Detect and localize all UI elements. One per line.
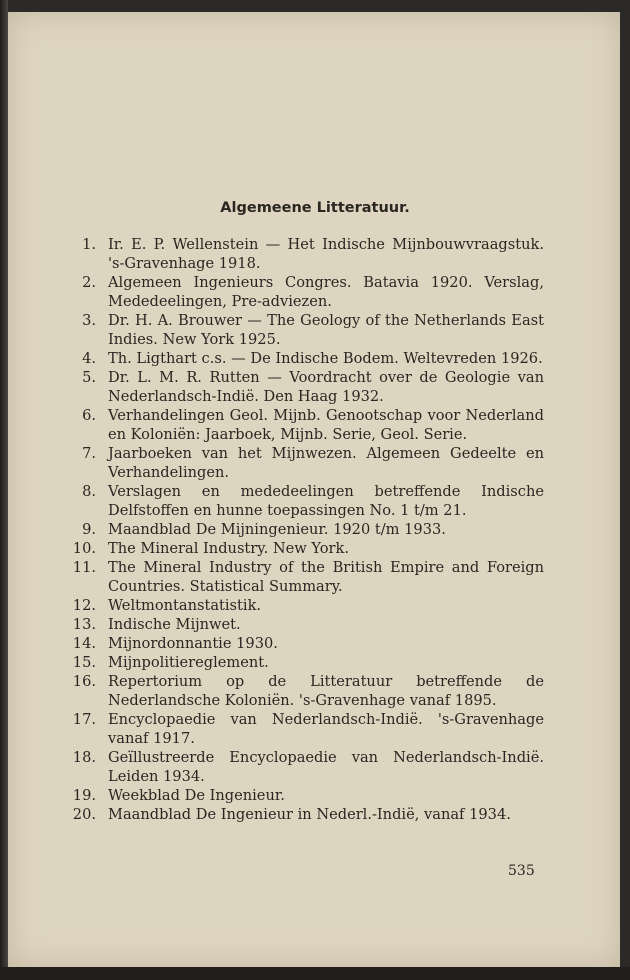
list-item <box>0 558 630 596</box>
item-text: The Mineral Industry of the British Empire and Foreign Countries. Statistical Summary. <box>108 559 544 595</box>
item-text: Ir. E. P. Wellenstein — Het Indische Mijnbouwvraagstuk. 's-Gravenhage 1918. <box>108 236 544 272</box>
item-number: 11. <box>72 559 96 576</box>
item-number: 4. <box>82 350 96 367</box>
item-text: The Mineral Industry. New York. <box>108 540 350 557</box>
item-number: 13. <box>72 616 96 633</box>
item-number: 5. <box>82 369 96 386</box>
list-item <box>0 520 630 539</box>
item-text: Mijnordonnantie 1930. <box>108 635 278 652</box>
list-item <box>0 235 630 273</box>
list-item <box>0 444 630 482</box>
item-number: 17. <box>72 711 96 728</box>
item-number: 15. <box>72 654 96 671</box>
list-item <box>0 786 630 805</box>
item-text: Th. Ligthart c.s. — De Indische Bodem. Weltevreden 1926. <box>108 350 543 367</box>
item-text: Weltmontanstatistik. <box>108 597 262 614</box>
list-item <box>0 653 630 672</box>
list-item <box>0 596 630 615</box>
item-number: 2. <box>82 274 96 291</box>
list-item <box>0 368 630 406</box>
item-text: Verhandelingen Geol. Mijnb. Genootschap voor Nederland en Koloniën: Jaarboek, Mijnb. Serie, Geol. Serie. <box>108 407 544 443</box>
list-item <box>0 406 630 444</box>
list-item <box>0 748 630 786</box>
item-text: Verslagen en mededeelingen betreffende Indische Delfstoffen en hunne toepassingen No. 1 t/m 21. <box>108 483 544 519</box>
item-number: 6. <box>82 407 96 424</box>
list-item <box>0 672 630 710</box>
page-bottom-edge <box>0 967 630 980</box>
item-number: 20. <box>72 806 96 823</box>
list-item <box>0 634 630 653</box>
item-number: 14. <box>72 635 96 652</box>
list-item <box>0 482 630 520</box>
bibliography-list <box>0 235 630 824</box>
item-text: Dr. L. M. R. Rutten — Voordracht over de Geologie van Nederlandsch-Indië. Den Haag 1932. <box>108 369 544 405</box>
item-number: 3. <box>82 312 96 329</box>
item-text: Jaarboeken van het Mijnwezen. Algemeen Gedeelte en Verhandelingen. <box>108 445 544 481</box>
list-item <box>0 349 630 368</box>
list-item <box>0 539 630 558</box>
list-item <box>0 710 630 748</box>
item-number: 1. <box>82 236 96 253</box>
list-item <box>0 311 630 349</box>
item-number: 19. <box>72 787 96 804</box>
item-text: Dr. H. A. Brouwer — The Geology of the Netherlands East Indies. New York 1925. <box>108 312 544 348</box>
item-text: Encyclopaedie van Nederlandsch-Indië. 's-Gravenhage vanaf 1917. <box>108 711 544 747</box>
item-number: 7. <box>82 445 96 462</box>
item-number: 9. <box>82 521 96 538</box>
list-item <box>0 273 630 311</box>
item-number: 16. <box>72 673 96 690</box>
item-text: Weekblad De Ingenieur. <box>108 787 285 804</box>
item-text: Geïllustreerde Encyclopaedie van Nederlandsch-Indië. Leiden 1934. <box>108 749 544 785</box>
item-number: 12. <box>72 597 96 614</box>
item-text: Maandblad De Mijningenieur. 1920 t/m 1933. <box>108 521 446 538</box>
item-text: Indische Mijnwet. <box>108 616 241 633</box>
item-text: Algemeen Ingenieurs Congres. Batavia 1920. Verslag, Mededeelingen, Pre-adviezen. <box>108 274 544 310</box>
item-number: 18. <box>72 749 96 766</box>
item-text: Maandblad De Ingenieur in Nederl.-Indië, vanaf 1934. <box>108 806 511 823</box>
page-title: Algemeene Litteratuur. <box>220 200 410 216</box>
list-item <box>0 615 630 634</box>
item-text: Mijnpolitiereglement. <box>108 654 269 671</box>
item-text: Repertorium op de Litteratuur betreffende de Nederlandsche Koloniën. 's-Gravenhage vanaf 1895. <box>108 673 544 709</box>
page-number: 535 <box>508 863 535 879</box>
list-item <box>0 805 630 824</box>
item-number: 10. <box>72 540 96 557</box>
item-number: 8. <box>82 483 96 500</box>
